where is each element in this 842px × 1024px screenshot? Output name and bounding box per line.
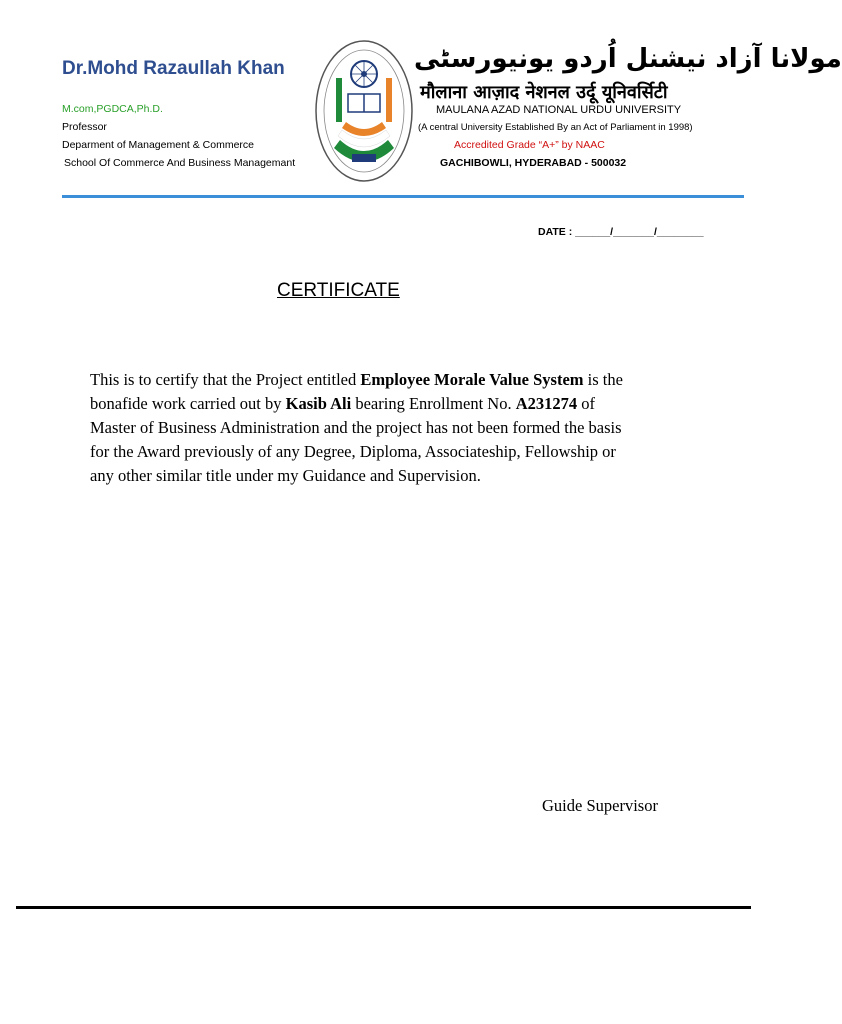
university-name-urdu: مولانا آزاد نیشنل اُردو یونیورسٹی	[414, 44, 842, 74]
university-name-english: MAULANA AZAD NATIONAL URDU UNIVERSITY	[436, 104, 682, 116]
header-divider	[62, 195, 744, 198]
department: Deparment of Management & Commerce	[62, 139, 254, 151]
guide-supervisor-label: Guide Supervisor	[542, 796, 658, 815]
certificate-title: CERTIFICATE	[277, 280, 400, 301]
designation: Professor	[62, 121, 107, 133]
date-field: DATE : ______/_______/________	[538, 226, 704, 238]
body-line-3: Master of Business Administration and the project has not been formed the basis	[90, 418, 622, 437]
certificate-body	[90, 368, 680, 488]
project-title: Employee Morale Value System	[360, 370, 584, 389]
university-name-hindi: मौलाना आज़ाद नेशनल उर्दू यूनिवर्सिटी	[420, 82, 668, 103]
university-address: GACHIBOWLI, HYDERABAD - 500032	[440, 157, 627, 169]
body-line-2: bonafide work carried out by Kasib Ali bearing Enrollment No. A231274 of	[90, 394, 596, 413]
university-emblem-icon	[312, 36, 416, 186]
school: School Of Commerce And Business Managemant	[64, 157, 296, 169]
body-line-4: for the Award previously of any Degree, Diploma, Associateship, Fellowship or	[90, 442, 616, 461]
qualifications: M.com,PGDCA,Ph.D.	[62, 103, 163, 115]
student-name: Kasib Ali	[285, 394, 352, 413]
university-established: (A central University Established By an Act of Parliament in 1998)	[418, 122, 693, 133]
accreditation: Accredited Grade “A+” by NAAC	[454, 139, 605, 151]
footer-divider	[16, 906, 751, 909]
body-line-5: any other similar title under my Guidance and Supervision.	[90, 466, 481, 485]
professor-name: Dr.Mohd Razaullah Khan	[62, 58, 285, 79]
enrollment-number: A231274	[515, 394, 578, 413]
body-line-1: This is to certify that the Project entitled Employee Morale Value System is the	[90, 370, 623, 389]
